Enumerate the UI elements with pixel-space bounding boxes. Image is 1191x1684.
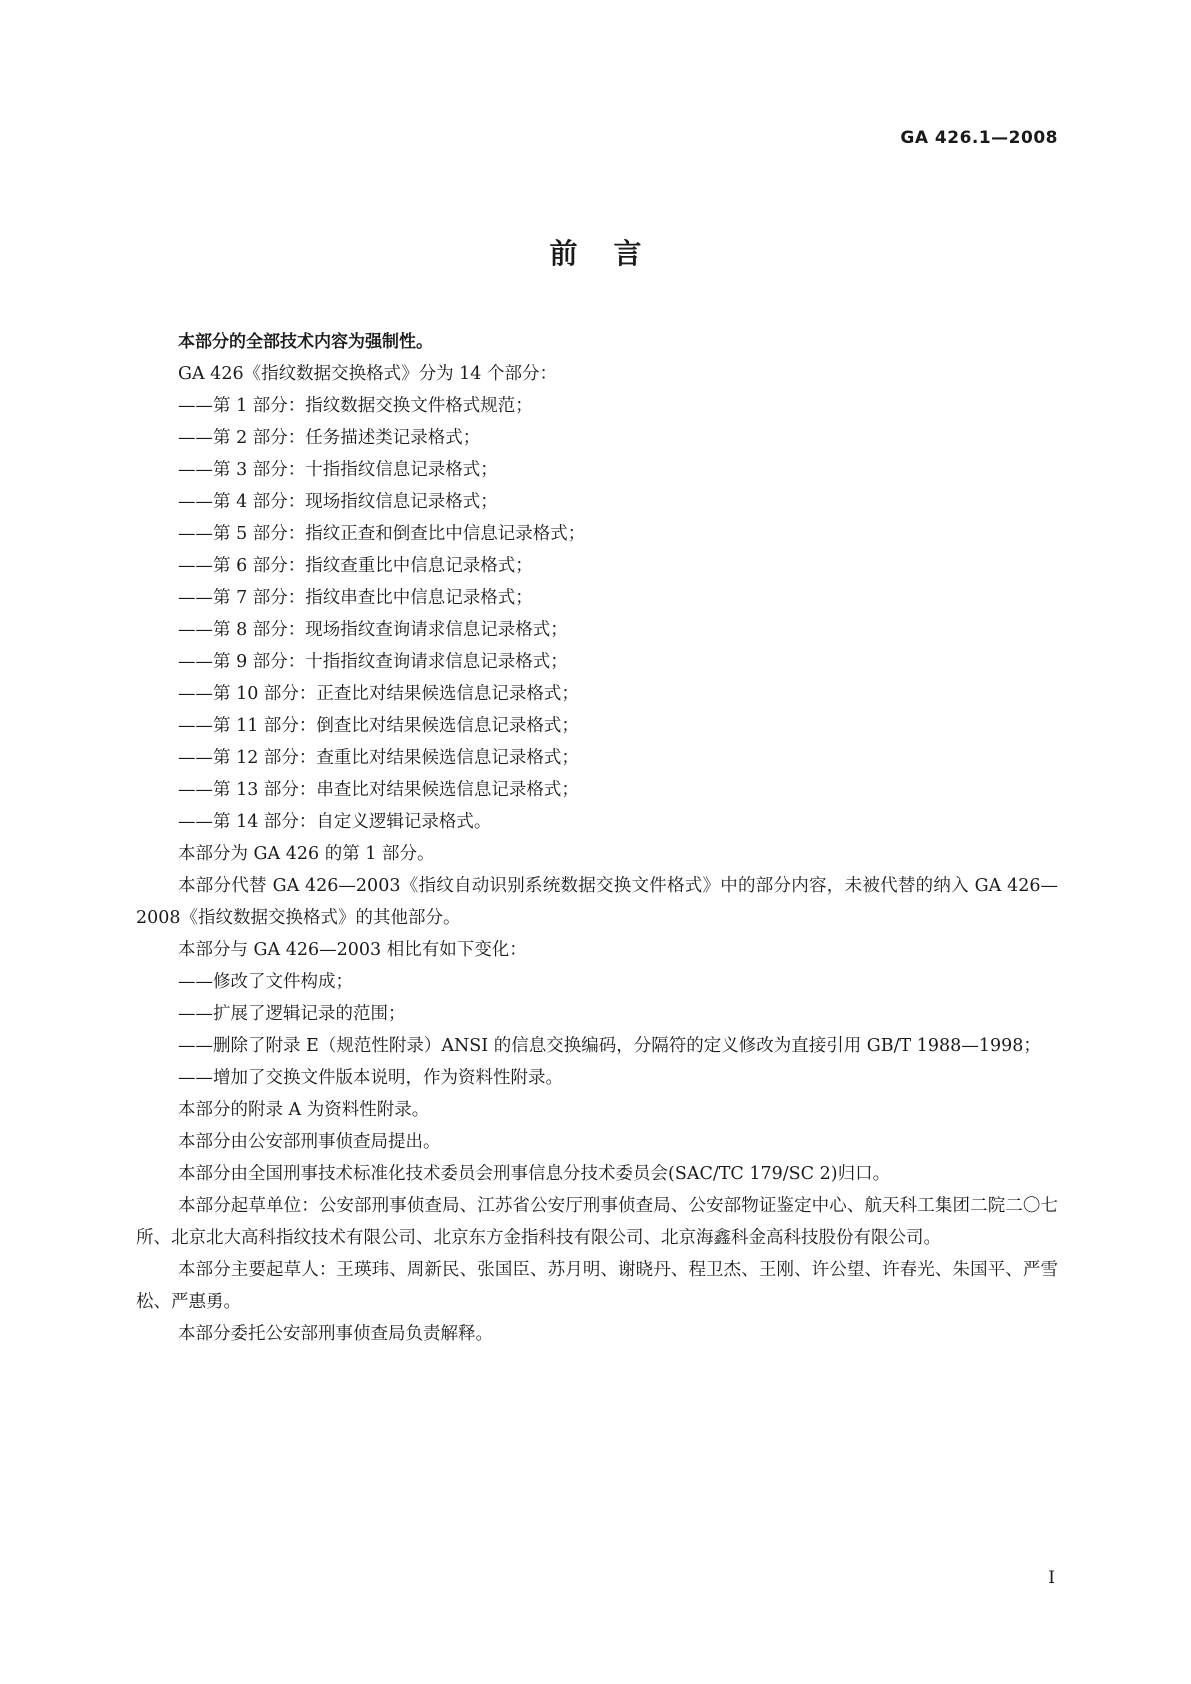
part-list-item: ——第 8 部分：现场指纹查询请求信息记录格式；	[178, 620, 568, 640]
change-list-item: ——扩展了逻辑记录的范围；	[178, 1004, 406, 1024]
drafting-units-paragraph: 本部分起草单位：公安部刑事侦查局、江苏省公安厅刑事侦查局、公安部物证鉴定中心、航天科工集团二院二〇七所、北京北大高科指纹技术有限公司、北京东方金指科技有限公司、北京海鑫科金高科技股份有限公司。	[136, 1196, 1058, 1248]
drafters-paragraph: 本部分主要起草人：王瑛玮、周新民、张国臣、苏月明、谢晓丹、程卫杰、王刚、许公望、许春光、朱国平、严雪松、严惠勇。	[136, 1260, 1058, 1312]
part-list-item: ——第 9 部分：十指指纹查询请求信息记录格式；	[178, 652, 568, 672]
part-list-item: ——第 4 部分：现场指纹信息记录格式；	[178, 492, 498, 512]
part-list-item: ——第 1 部分：指纹数据交换文件格式规范；	[178, 396, 533, 416]
part-list-item: ——第 11 部分：倒查比对结果候选信息记录格式；	[178, 716, 579, 736]
interpretation-paragraph: 本部分委托公安部刑事侦查局负责解释。	[178, 1324, 493, 1344]
page-number: I	[1048, 1568, 1055, 1588]
intro-paragraph: GA 426《指纹数据交换格式》分为 14 个部分：	[178, 364, 557, 384]
preface-body	[136, 326, 1058, 1350]
part-list-item: ——第 14 部分：自定义逻辑记录格式。	[178, 812, 492, 832]
part-list-item: ——第 10 部分：正查比对结果候选信息记录格式；	[178, 684, 579, 704]
page-title: 前言	[549, 237, 678, 270]
standard-prefix: GA	[900, 128, 929, 148]
changes-intro: 本部分与 GA 426—2003 相比有如下变化：	[178, 940, 527, 960]
part-list-item: ——第 3 部分：十指指纹信息记录格式；	[178, 460, 498, 480]
change-list-item: ——删除了附录 E（规范性附录）ANSI 的信息交换编码，分隔符的定义修改为直接引用 GB/T 1988—1998；	[178, 1036, 1041, 1056]
part-list-item: ——第 6 部分：指纹查重比中信息记录格式；	[178, 556, 533, 576]
centralized-by-paragraph: 本部分由全国刑事技术标准化技术委员会刑事信息分技术委员会(SAC/TC 179/SC 2)归口。	[178, 1164, 891, 1184]
part-list-item: ——第 7 部分：指纹串查比中信息记录格式；	[178, 588, 533, 608]
part-list-item: ——第 13 部分：串查比对结果候选信息记录格式；	[178, 780, 579, 800]
standard-number: 426.1—2008	[934, 128, 1058, 148]
appendix-paragraph: 本部分的附录 A 为资料性附录。	[178, 1100, 430, 1120]
change-list-item: ——修改了文件构成；	[178, 972, 353, 992]
proposed-by-paragraph: 本部分由公安部刑事侦查局提出。	[178, 1132, 441, 1152]
standard-code	[900, 128, 1058, 148]
part-one-statement: 本部分为 GA 426 的第 1 部分。	[178, 844, 435, 864]
change-list-item: ——增加了交换文件版本说明，作为资料性附录。	[178, 1068, 563, 1088]
replaces-paragraph: 本部分代替 GA 426—2003《指纹自动识别系统数据交换文件格式》中的部分内容，未被代替的纳入 GA 426—2008《指纹数据交换格式》的其他部分。	[136, 876, 1058, 928]
part-list-item: ——第 2 部分：任务描述类记录格式；	[178, 428, 481, 448]
part-list-item: ——第 5 部分：指纹正查和倒查比中信息记录格式；	[178, 524, 586, 544]
mandatory-statement: 本部分的全部技术内容为强制性。	[178, 332, 433, 352]
part-list-item: ——第 12 部分：查重比对结果候选信息记录格式；	[178, 748, 579, 768]
